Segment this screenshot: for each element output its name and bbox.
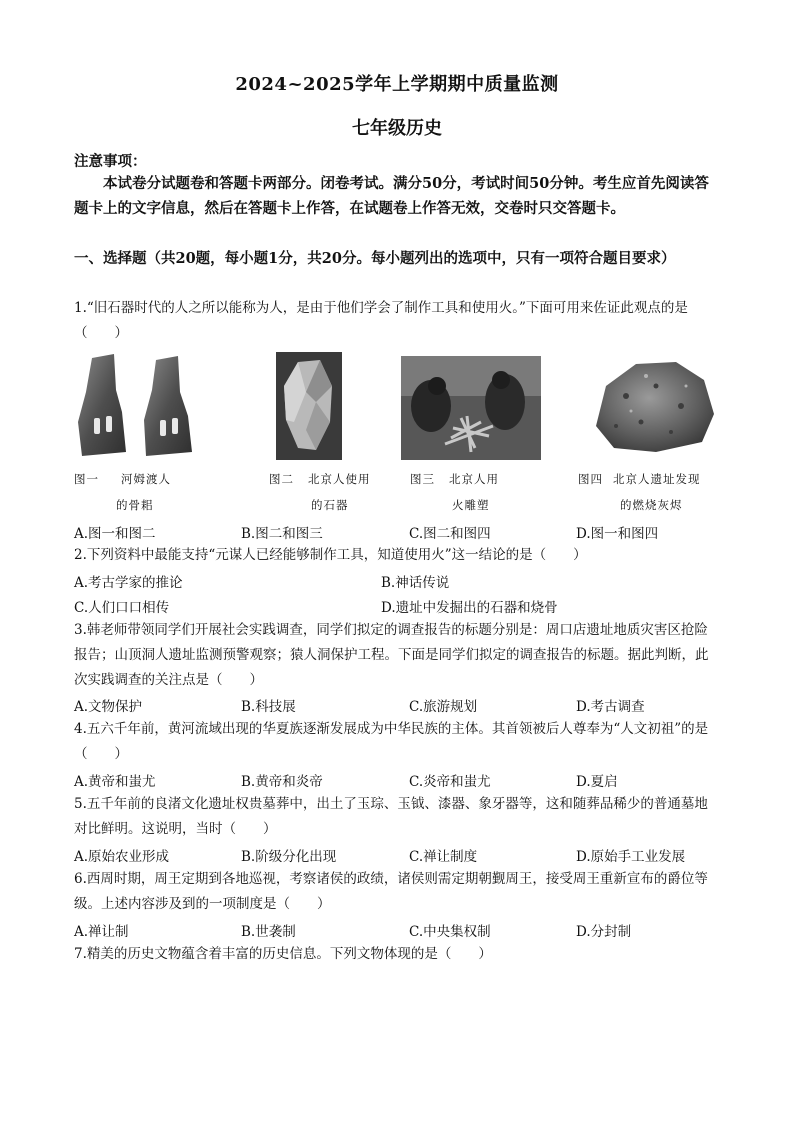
q3-option-d: D.考古调查	[576, 699, 645, 715]
figure-3-caption	[410, 466, 499, 518]
q1-option-b: B.图二和图三	[241, 526, 323, 542]
figure-3-label: 图三	[410, 472, 435, 486]
figure-1-caption-line1: 河姆渡人	[121, 472, 171, 486]
question-4-stem: 4.五六千年前，黄河流域出现的华夏族逐渐发展成为中华民族的主体。其首领被后人尊奉为“人文初祖”的是（ ）	[74, 721, 709, 762]
q3-option-a: A.文物保护	[74, 699, 143, 715]
q1-option-a: A.图一和图二	[74, 526, 156, 542]
q5-option-d: D.原始手工业发展	[576, 849, 686, 865]
fire-sculpture-image	[401, 356, 541, 460]
exam-title: 2024~2025学年上学期期中质量监测	[235, 74, 559, 95]
notice-text: 本试卷分试题卷和答题卡两部分。闭卷考试。满分50分，考试时间50分钟。考生应首先阅读答题卡上的文字信息，然后在答题卡上作答，在试题卷上作答无效，交卷时只交答题卡。	[74, 175, 709, 217]
figure-3-caption-line1: 北京人用	[449, 472, 499, 486]
q6-option-d: D.分封制	[576, 924, 632, 940]
notice-heading: 注意事项：	[74, 153, 147, 170]
q2-option-a: A.考古学家的推论	[74, 575, 183, 591]
question-5-stem: 5.五千年前的良渚文化遗址权贵墓葬中，出土了玉琮、玉钺、漆器、象牙器等，这和随葬品稀少的普通墓地对比鲜明。这说明，当时（ ）	[74, 796, 708, 837]
figure-2-caption-line1: 北京人使用	[308, 472, 371, 486]
q6-option-a: A.禅让制	[74, 924, 129, 940]
q6-option-c: C.中央集权制	[409, 924, 491, 940]
bone-spade-image	[74, 352, 196, 460]
q3-option-c: C.旅游规划	[409, 699, 478, 715]
q5-option-a: A.原始农业形成	[74, 849, 170, 865]
figure-4-caption	[578, 466, 701, 518]
q3-option-b: B.科技展	[241, 699, 296, 715]
q4-option-d: D.夏启	[576, 774, 618, 790]
q1-option-d: D.图一和图四	[576, 526, 659, 542]
question-2-stem: 2.下列资料中最能支持“元谋人已经能够制作工具，知道使用火”这一结论的是（ ）	[74, 547, 587, 563]
exam-subject-title: 七年级历史	[352, 118, 442, 139]
q2-option-d: D.遗址中发掘出的石器和烧骨	[381, 600, 558, 616]
figure-4-label: 图四	[578, 472, 603, 486]
q6-option-b: B.世袭制	[241, 924, 296, 940]
question-6-stem: 6.西周时期，周王定期到各地巡视，考察诸侯的政绩，诸侯则需定期朝觐周王，接受周王重新宣布的爵位等级。上述内容涉及到的一项制度是（ ）	[74, 871, 708, 912]
figure-4-caption-line2: 的燃烧灰烬	[620, 498, 683, 512]
q2-option-b: B.神话传说	[381, 575, 450, 591]
question-7-stem: 7.精美的历史文物蕴含着丰富的历史信息。下列文物体现的是（ ）	[74, 946, 492, 962]
q5-option-c: C.禅让制度	[409, 849, 478, 865]
figure-1-caption	[74, 466, 171, 518]
figure-3-caption-line2: 火雕塑	[452, 498, 490, 512]
ash-rock-image	[586, 356, 718, 456]
figure-1-label: 图一	[74, 472, 99, 486]
stone-tool-image	[276, 352, 342, 460]
figure-2-caption-line2: 的石器	[311, 498, 349, 512]
figure-2-caption	[269, 466, 371, 518]
figure-1-caption-line2: 的骨耜	[116, 498, 154, 512]
q4-option-c: C.炎帝和蚩尤	[409, 774, 491, 790]
figure-4-caption-line1: 北京人遗址发现	[613, 472, 701, 486]
section-heading: 一、选择题（共20题，每小题1分，共20分。每小题列出的选项中，只有一项符合题目要求）	[74, 250, 676, 267]
question-3-stem: 3.韩老师带领同学们开展社会实践调查，同学们拟定的调查报告的标题分别是：周口店遗址地质灾害区抢险报告；山顶洞人遗址监测预警观察；猿人洞保护工程。下面是同学们拟定的调查报告的标题。据此判断，此次实践调查的关注点是（ ）	[74, 622, 709, 688]
q4-option-a: A.黄帝和蚩尤	[74, 774, 156, 790]
q1-option-c: C.图二和图四	[409, 526, 491, 542]
question-1-stem: 1.“旧石器时代的人之所以能称为人，是由于他们学会了制作工具和使用火。”下面可用来佐证此观点的是（ ）	[74, 300, 688, 341]
q4-option-b: B.黄帝和炎帝	[241, 774, 323, 790]
q5-option-b: B.阶级分化出现	[241, 849, 337, 865]
figure-2-label: 图二	[269, 472, 294, 486]
q2-option-c: C.人们口口相传	[74, 600, 170, 616]
